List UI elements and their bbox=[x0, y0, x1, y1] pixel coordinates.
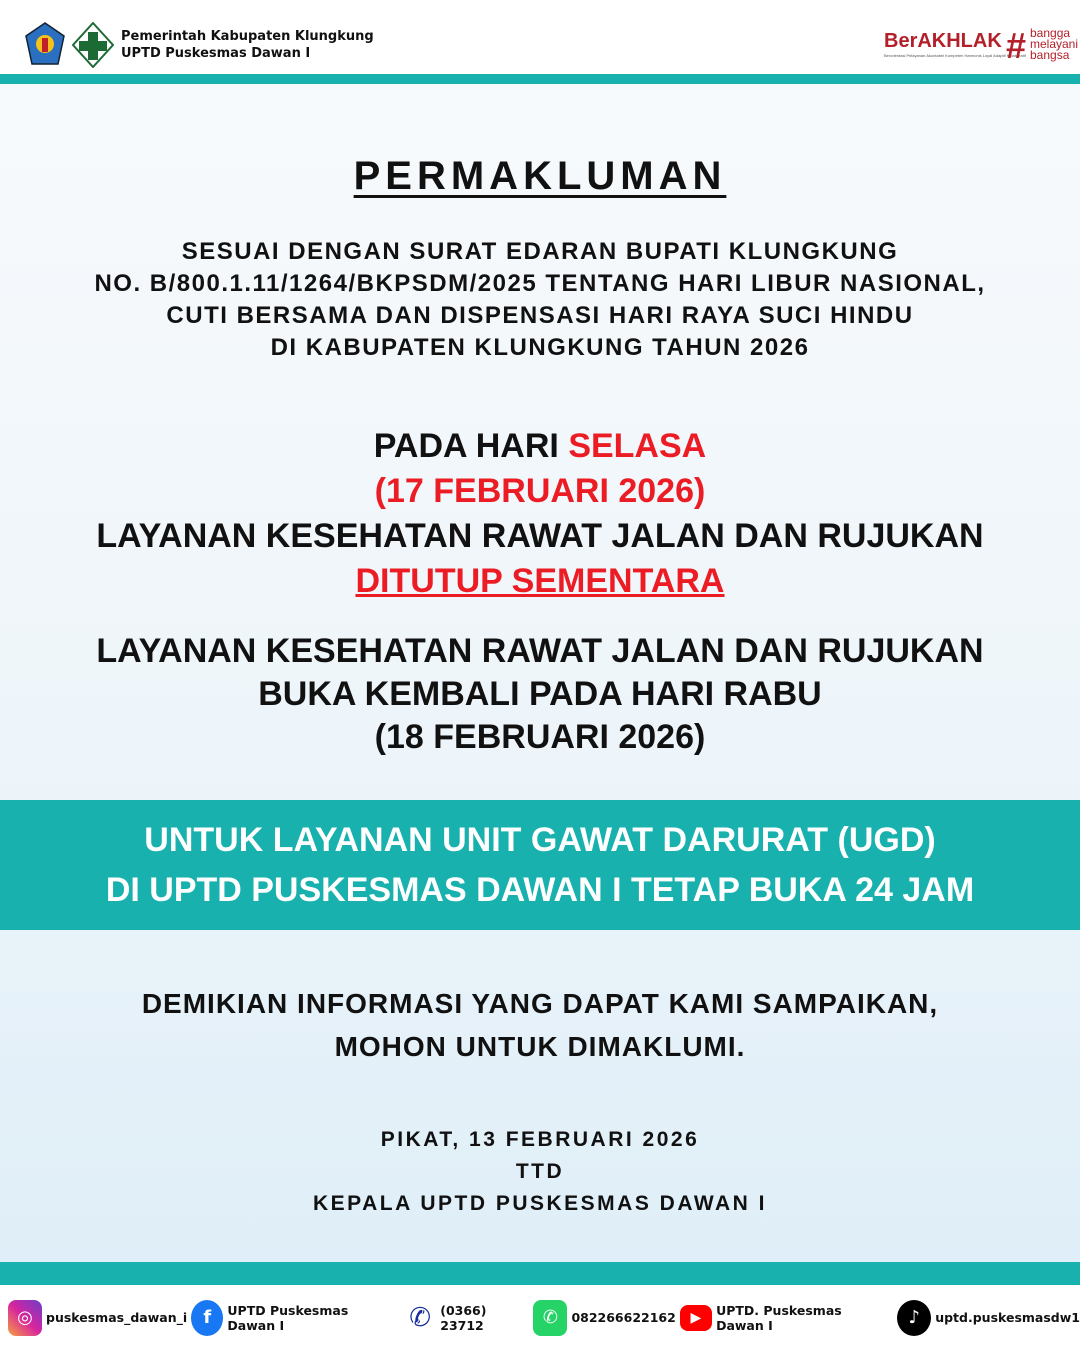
reopen-line: (18 FEBRUARI 2026) bbox=[374, 718, 706, 756]
footer-divider bbox=[0, 1262, 1080, 1285]
closure-prefix: PADA HARI bbox=[373, 427, 569, 465]
berakhlak-logo bbox=[884, 30, 1026, 58]
contact-instagram[interactable] bbox=[8, 1300, 187, 1336]
header bbox=[0, 0, 1080, 74]
contact-youtube[interactable] bbox=[680, 1303, 893, 1333]
contact-tiktok[interactable] bbox=[897, 1300, 1080, 1336]
tiktok-icon: ♪ bbox=[897, 1300, 931, 1336]
footer-contacts bbox=[0, 1285, 1080, 1350]
instagram-icon: ◎ bbox=[8, 1300, 42, 1336]
reference-line: NO. B/800.1.11/1264/BKPSDM/2025 TENTANG HARI LIBUR NASIONAL, bbox=[94, 270, 986, 297]
contact-facebook[interactable] bbox=[191, 1300, 400, 1336]
closing-text bbox=[0, 982, 1080, 1068]
signature-title: KEPALA UPTD PUSKESMAS DAWAN I bbox=[312, 1192, 768, 1215]
contact-label: puskesmas_dawan_i bbox=[46, 1310, 188, 1325]
reopen-line: BUKA KEMBALI PADA HARI RABU bbox=[258, 675, 822, 713]
facebook-icon: f bbox=[191, 1300, 223, 1336]
ugd-line: DI UPTD PUSKESMAS DAWAN I TETAP BUKA 24 JAM bbox=[105, 871, 975, 909]
whatsapp-icon: ✆ bbox=[533, 1300, 567, 1336]
closure-status: DITUTUP SEMENTARA bbox=[355, 562, 725, 600]
closing-line: DEMIKIAN INFORMASI YANG DAPAT KAMI SAMPAIKAN, bbox=[141, 988, 939, 1019]
berakhlak-tagline: Berorientasi Pelayanan Akuntabel Kompeten Harmonis Loyal Adaptif Kolaboratif bbox=[884, 53, 1026, 58]
reference-line: SESUAI DENGAN SURAT EDARAN BUPATI KLUNGKUNG bbox=[181, 238, 899, 265]
bangga-word: bangga bbox=[1030, 26, 1071, 40]
contact-label: UPTD. Puskesmas Dawan I bbox=[716, 1302, 842, 1333]
reference-line: DI KABUPATEN KLUNGKUNG TAHUN 2026 bbox=[270, 334, 810, 361]
reference-line: CUTI BERSAMA DAN DISPENSASI HARI RAYA SUCI HINDU bbox=[166, 302, 914, 329]
ugd-banner bbox=[0, 800, 1080, 930]
signature-block bbox=[0, 1124, 1080, 1220]
contact-whatsapp[interactable] bbox=[533, 1300, 675, 1336]
government-name: Pemerintah Kabupaten Klungkung bbox=[121, 29, 374, 44]
page-title: PERMAKLUMAN bbox=[353, 154, 727, 198]
reference-text bbox=[0, 236, 1080, 364]
bangga-melayani-logo bbox=[1006, 26, 1080, 66]
signature-ttd: TTD bbox=[515, 1160, 565, 1183]
puskesmas-name: UPTD Puskesmas Dawan I bbox=[121, 46, 311, 61]
reopen-notice bbox=[0, 630, 1080, 759]
melayani-word: melayani bbox=[1030, 37, 1079, 51]
contact-label: UPTD Puskesmas Dawan I bbox=[227, 1302, 349, 1333]
contact-label: 082266622162 bbox=[571, 1310, 676, 1325]
klungkung-regency-logo-icon bbox=[24, 22, 66, 66]
reopen-line: LAYANAN KESEHATAN RAWAT JALAN DAN RUJUKAN bbox=[96, 632, 984, 670]
closure-notice bbox=[0, 424, 1080, 604]
contact-label: uptd.puskesmasdw1 bbox=[935, 1310, 1080, 1325]
hashtag-icon: # bbox=[1006, 25, 1027, 66]
signature-place-date: PIKAT, 13 FEBRUARI 2026 bbox=[380, 1128, 700, 1151]
closure-date: (17 FEBRUARI 2026) bbox=[374, 472, 706, 510]
closure-service: LAYANAN KESEHATAN RAWAT JALAN DAN RUJUKAN bbox=[96, 517, 984, 555]
header-divider bbox=[0, 74, 1080, 84]
puskesmas-logo-icon bbox=[72, 22, 114, 68]
berakhlak-text: BerAKHLAK bbox=[884, 30, 1002, 52]
closing-line: MOHON UNTUK DIMAKLUMI. bbox=[334, 1031, 746, 1062]
organization-name bbox=[121, 28, 374, 62]
ugd-line: UNTUK LAYANAN UNIT GAWAT DARURAT (UGD) bbox=[144, 821, 936, 859]
bangsa-word: bangsa bbox=[1030, 48, 1070, 62]
contact-phone[interactable] bbox=[404, 1300, 529, 1336]
contact-label: (0366) 23712 bbox=[440, 1302, 487, 1333]
youtube-icon: ▶ bbox=[680, 1305, 712, 1331]
closure-day: SELASA bbox=[568, 427, 707, 465]
phone-icon: ✆ bbox=[409, 1302, 432, 1333]
